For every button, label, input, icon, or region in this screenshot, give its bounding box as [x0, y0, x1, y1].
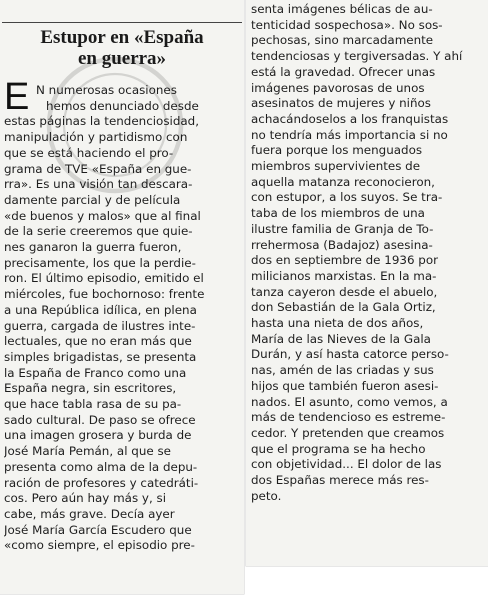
lead-line: hemos denunciado desde — [46, 98, 199, 113]
drop-cap: E — [4, 76, 30, 118]
right-text-line: miembros supervivientes de — [251, 159, 421, 174]
right-text-line: aquella matanza reconocieron, — [251, 174, 435, 189]
left-text-line: una imagen grosera y burda de — [4, 428, 192, 443]
left-text-line: manipulación y partidismo con — [4, 130, 188, 145]
right-text-line: achacándoselos a los franquistas — [251, 111, 449, 126]
right-text-line: nados. El asunto, como vemos, a — [251, 394, 448, 409]
left-text-line: España negra, sin escritores, — [4, 381, 177, 396]
left-text-line: rra». Es una visión tan descara- — [4, 177, 193, 192]
right-text-line: hasta una nieta de dos años, — [251, 316, 424, 331]
right-text-line: con objetividad... El dolor de las — [251, 457, 442, 472]
left-text-line: grama de TVE «España en gue- — [4, 161, 192, 176]
right-text-line: asesinatos de mujeres y niños — [251, 96, 431, 111]
right-text-line: milicianos marxistas. En la ma- — [251, 268, 437, 283]
left-text-line: sado cultural. De paso se ofrece — [4, 412, 196, 427]
right-text-line: dos en septiembre de 1936 por — [251, 253, 439, 268]
right-text-line: senta imágenes bélicas de au- — [251, 2, 433, 16]
right-text-line: Durán, y así hasta catorce perso- — [251, 347, 449, 362]
right-text-line: pechosas, sino marcadamente — [251, 33, 434, 48]
right-text-line: fuera porque los menguados — [251, 143, 423, 158]
left-text-line: cos. Pero aún hay más y, si — [4, 491, 167, 506]
left-text-line: a una República idílica, en plena — [4, 302, 197, 317]
right-text-line: hijos que también fueron asesi- — [251, 378, 439, 393]
left-text-line: José María Pemán, al que se — [4, 444, 171, 459]
right-text-line: está la gravedad. Ofrecer unas — [251, 64, 436, 79]
headline-rule — [2, 22, 242, 23]
left-text-line: «de buenos y malos» que al final — [4, 208, 201, 223]
left-text-line: precisamente, los que la perdie- — [4, 255, 196, 270]
right-text-line: con estupor, a los suyos. Se tra- — [251, 190, 443, 205]
left-text-line: guerra, cargada de ilustres inte- — [4, 318, 196, 333]
headline-line-1: Estupor en «España — [40, 27, 204, 48]
left-text-line: miércoles, fue bochornoso: frente — [4, 287, 205, 302]
left-text-line: ron. El último episodio, emitido el — [4, 271, 204, 286]
right-text-line: que el programa se ha hecho — [251, 441, 426, 456]
left-text-line: que hace tabla rasa de su pa- — [4, 397, 182, 412]
left-text-line: que se está haciendo el pro- — [4, 145, 174, 160]
right-text-line: cedor. Y pretenden que creamos — [251, 425, 445, 440]
right-text-line: no tendría más importancia si no — [251, 127, 448, 142]
right-text-line: peto. — [251, 488, 282, 503]
right-text-line: María de las Nieves de la Gala — [251, 331, 431, 346]
left-text-line: damente parcial y de película — [4, 192, 181, 207]
right-text-line: tendenciosas y tergiversadas. Y ahí — [251, 49, 463, 64]
headline-line-2: en guerra» — [77, 48, 167, 69]
left-text-line: simples brigadistas, se presenta — [4, 349, 197, 364]
left-text-line: la España de Franco como una — [4, 365, 187, 380]
right-text-line: rrehermosa (Badajoz) asesina- — [251, 237, 433, 252]
left-text-line: lectuales, que no eran más que — [4, 334, 192, 349]
left-text-line: «como siempre, el episodio pre- — [4, 538, 195, 553]
left-column-text — [4, 83, 240, 554]
right-text-line: nas, amén de las criadas y sus — [251, 363, 434, 378]
right-text-line: imágenes pavorosas de unos — [251, 80, 425, 95]
left-text-line: de la serie creeremos que quie- — [4, 224, 193, 239]
right-text-line: tanza cayeron desde el abuelo, — [251, 284, 438, 299]
left-text-line: ración de profesores y catedráti- — [4, 475, 199, 490]
right-text-line: taba de los miembros de una — [251, 206, 425, 221]
right-column-text — [251, 2, 484, 505]
left-text-line: estas páginas la tendenciosidad, — [4, 114, 199, 129]
right-text-line: dos Españas merece más res- — [251, 473, 429, 488]
lead-line: N numerosas ocasiones — [36, 83, 177, 97]
left-text-line: cabe, más grave. Decía ayer — [4, 506, 175, 521]
left-text-line: nes ganaron la guerra fueron, — [4, 240, 182, 255]
headline — [2, 27, 242, 69]
right-text-line: don Sebastián de la Gala Ortiz, — [251, 300, 436, 315]
left-text-line: José María García Escudero que — [4, 522, 192, 537]
left-text-line: presenta como alma de la depu- — [4, 459, 198, 474]
right-text-line: tenticidad sospechosa». No sos- — [251, 17, 443, 32]
right-text-line: ilustre familia de Granja de To- — [251, 221, 434, 236]
right-text-line: más de tendencioso es estreme- — [251, 410, 446, 425]
